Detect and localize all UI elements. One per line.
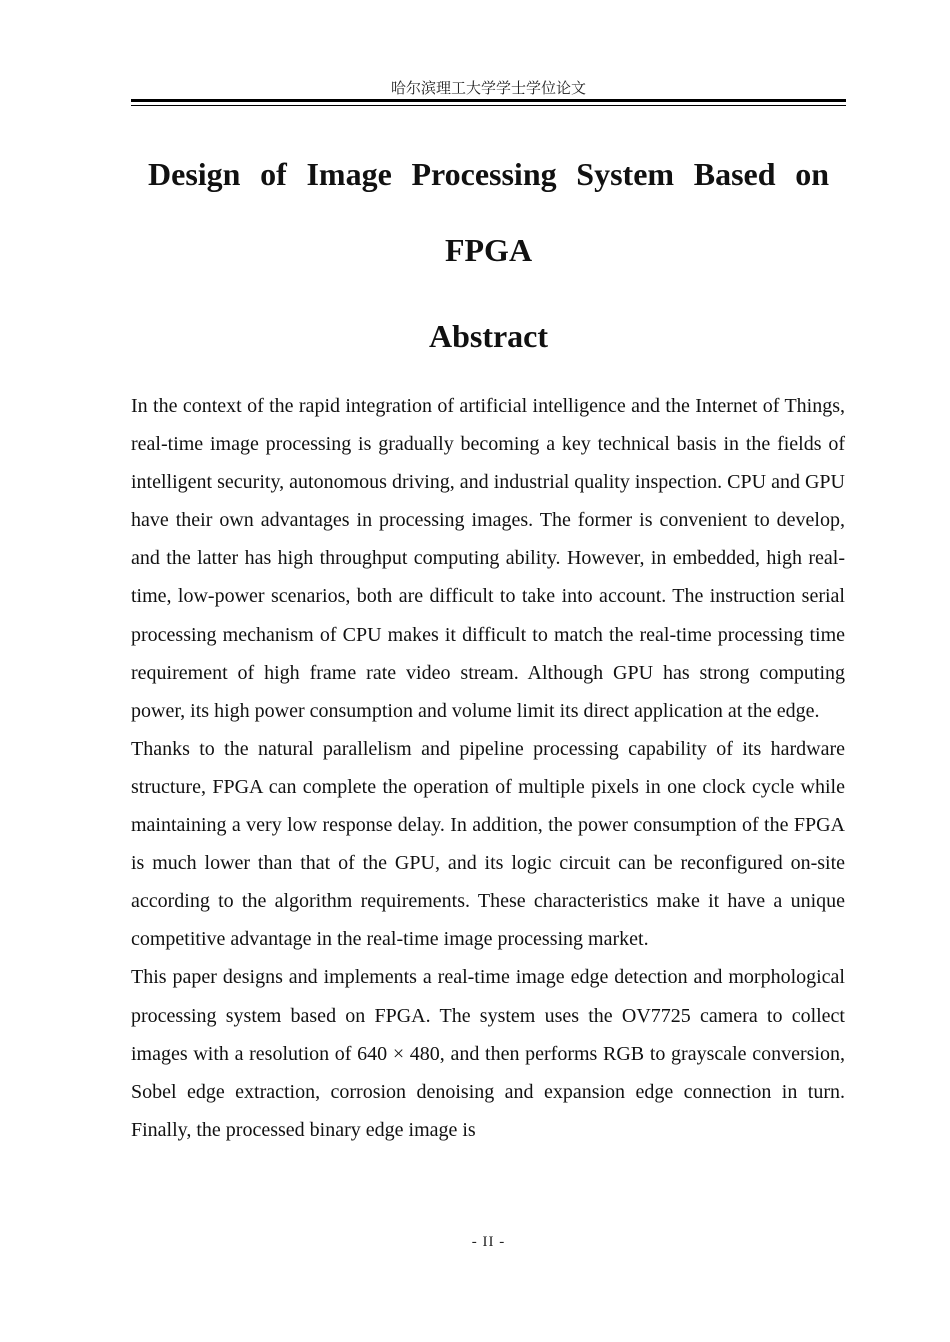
abstract-paragraph: In the context of the rapid integration of artificial intelligence and the Internet of Things, real-time image processing is gradually becoming a key technical basis in the fields of intelligent security, autonomous driving, and industrial quality inspection. CPU and GPU have their own advantages in processing images. The former is convenient to develop, and the latter has high throughput computing ability. However, in embedded, high real-time, low-power scenarios, both are difficult to take into account. The instruction serial processing mechanism of CPU makes it difficult to match the real-time processing time requirement of high frame rate video stream. Although GPU has strong computing power, its high power consumption and volume limit its direct application at the edge. <box>131 395 845 722</box>
paper-title <box>131 136 846 288</box>
abstract-body <box>131 387 845 1149</box>
running-header: 哈尔滨理工大学学士学位论文 <box>390 79 586 97</box>
header-rule <box>131 99 846 106</box>
abstract-heading: Abstract <box>428 318 549 354</box>
abstract-paragraph: Thanks to the natural parallelism and pipeline processing capability of its hardware structure, FPGA can complete the operation of multiple pixels in one clock cycle while maintaining a very low response delay. In addition, the power consumption of the FPGA is much lower than that of the GPU, and its logic circuit can be reconfigured on-site according to the algorithm requirements. These characteristics make it have a unique competitive advantage in the real-time image processing market. <box>131 737 845 951</box>
paper-title-line-1: Design of Image Processing System Based on <box>148 156 829 192</box>
paper-title-line-2: FPGA <box>444 232 533 268</box>
page-number: - II - <box>471 1234 506 1250</box>
abstract-paragraph: This paper designs and implements a real-time image edge detection and morphological processing system based on FPGA. The system uses the OV7725 camera to collect images with a resolution of 640 × 480, and then performs RGB to grayscale conversion, Sobel edge extraction, corrosion denoising and expansion edge connection in turn. Finally, the processed binary edge image is <box>131 966 845 1141</box>
